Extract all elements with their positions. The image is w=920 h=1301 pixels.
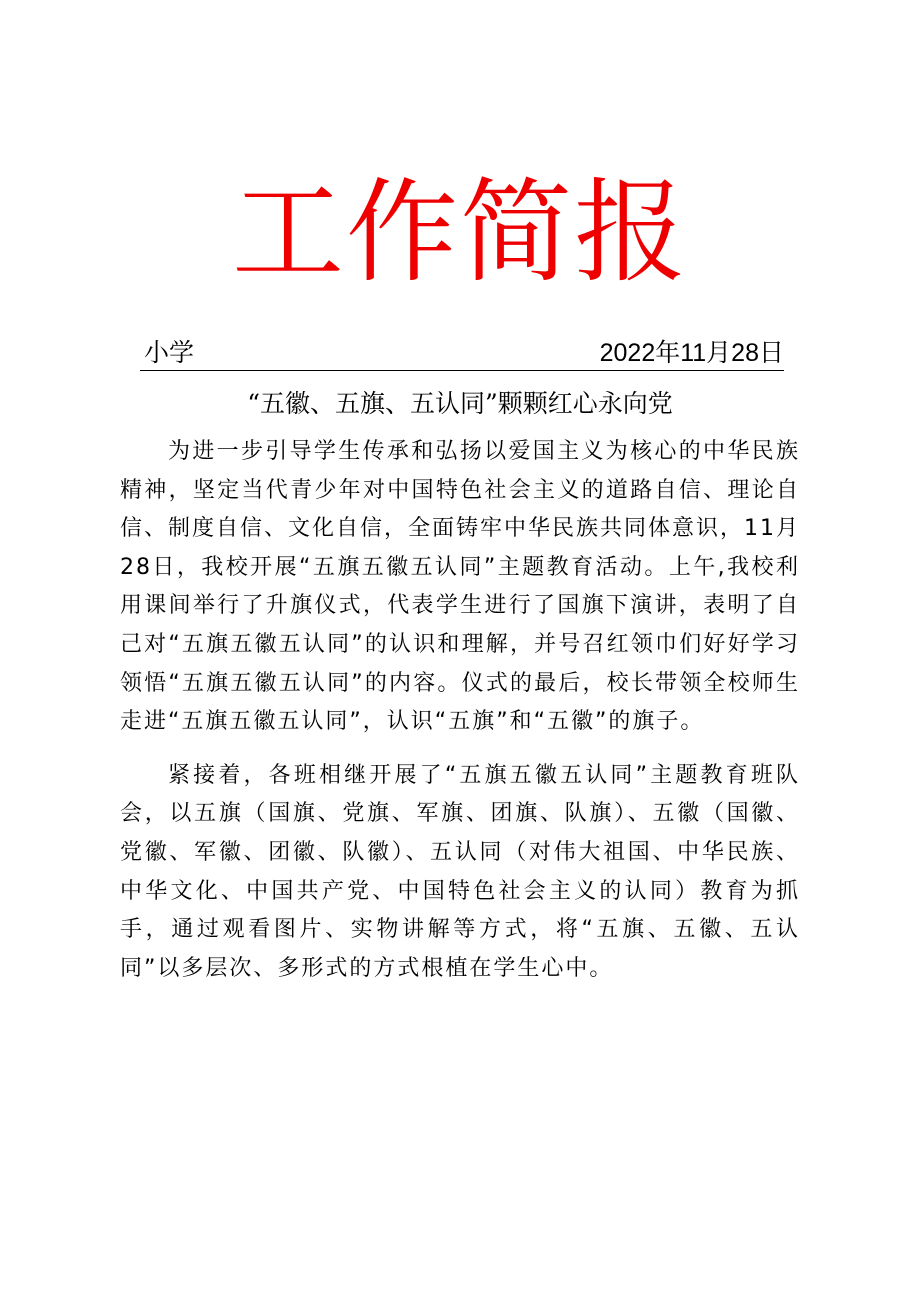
paragraph: 紧接着，各班相继开展了“五旗五徽五认同”主题教育班队会，以五旗（国旗、党旗、军旗、团旗、队旗）、五徽（国徽、党徽、军徽、团徽、队徽）、五认同（对伟大祖国、中华民族、中华文化、中国共产党、中国特色社会主义的认同）教育为抓手，通过观看图片、实物讲解等方式，将“五旗、五徽、五认同”以多层次、多形式的方式根植在学生心中。 xyxy=(120,762,800,981)
meta-line xyxy=(140,336,784,371)
article-body xyxy=(120,433,800,988)
school-name: 小学 xyxy=(144,338,195,367)
issue-date: 2022年11月28日 xyxy=(599,339,784,367)
masthead-title: 工作简报 xyxy=(232,168,688,298)
article-headline: “五徽、五旗、五认同”颗颗红心永向党 xyxy=(247,389,673,418)
paragraph: 为进一步引导学生传承和弘扬以爱国主义为核心的中华民族精神，坚定当代青少年对中国特色社会主义的道路自信、理论自信、制度自信、文化自信，全面铸牢中华民族共同体意识，11月28日，我校开展“五旗五徽五认同”主题教育活动。上午,我校利用课间举行了升旗仪式，代表学生进行了国旗下演讲，表明了自己对“五旗五徽五认同”的认识和理解，并号召红领巾们好好学习领悟“五旗五徽五认同”的内容。仪式的最后，校长带领全校师生走进“五旗五徽五认同”，认识“五旗”和“五徽”的旗子。 xyxy=(120,439,800,735)
